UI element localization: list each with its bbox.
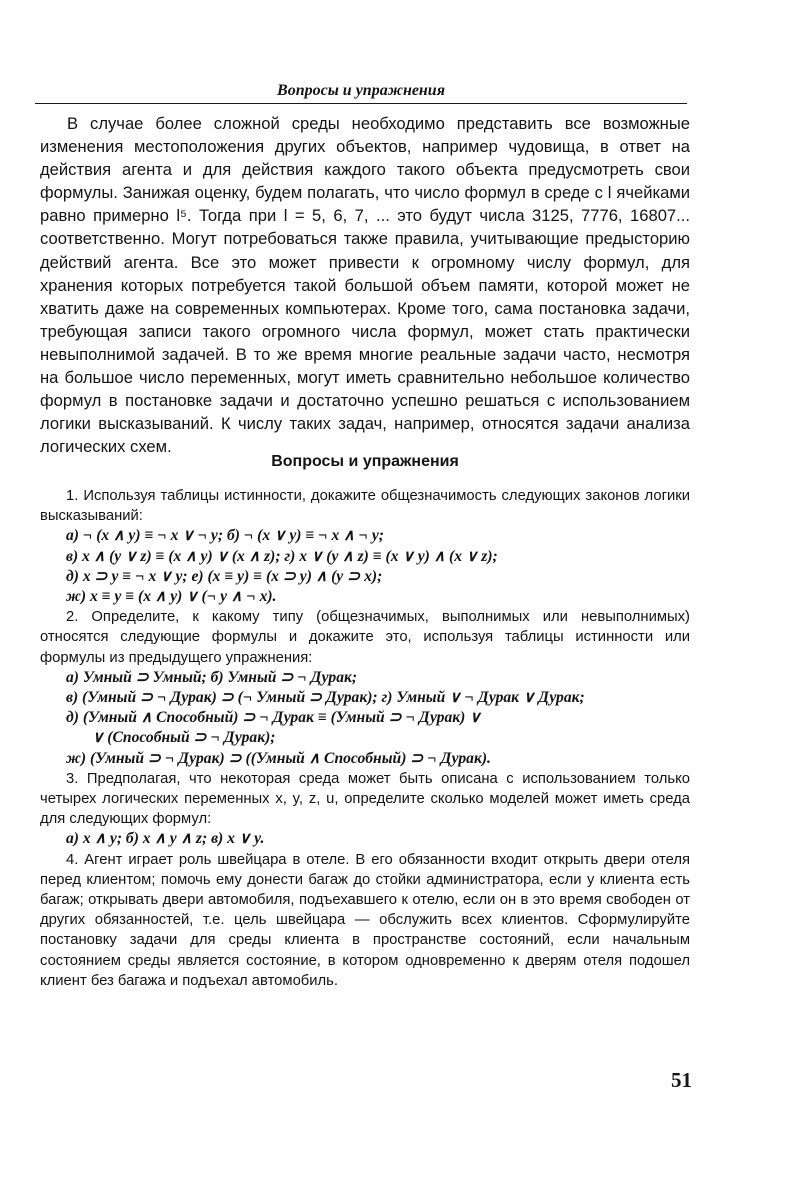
exercise-list bbox=[40, 486, 690, 991]
section-title: Вопросы и упражнения bbox=[271, 453, 459, 470]
exercise-1-formula-b: в) x ∧ (y ∨ z) ≡ (x ∧ y) ∨ (x ∧ z); г) x ∨ (y ∧ z) ≡ (x ∨ y) ∧ (x ∨ z); bbox=[66, 547, 498, 565]
exercise-2-formula-c: д) (Умный ∧ Способный) ⊃ ¬ Дурак ≡ (Умный ⊃ ¬ Дурак) ∨ bbox=[66, 709, 481, 727]
exercise-2-formula-b: в) (Умный ⊃ ¬ Дурак) ⊃ (¬ Умный ⊃ Дурак); г) Умный ∨ ¬ Дурак ∨ Дурак; bbox=[66, 689, 585, 707]
body-text bbox=[40, 112, 690, 458]
running-title: Вопросы и упражнения bbox=[277, 82, 445, 99]
exercise-1-formula-c: д) x ⊃ y ≡ ¬ x ∨ y; е) (x ≡ y) ≡ (x ⊃ y) ∧ (y ⊃ x); bbox=[66, 567, 383, 585]
exercise-3-formulas: а) x ∧ y; б) x ∧ y ∧ z; в) x ∨ y. bbox=[66, 830, 265, 848]
exercise-1-formula-d: ж) x ≡ y ≡ (x ∧ y) ∨ (¬ y ∧ ¬ x). bbox=[66, 588, 277, 606]
exercise-1-formula-a: а) ¬ (x ∧ y) ≡ ¬ x ∨ ¬ y; б) ¬ (x ∨ y) ≡ ¬ x ∧ ¬ y; bbox=[66, 527, 384, 545]
body-paragraph: В случае более сложной среды необходимо представить все возможные изменения местоположения других объектов, например чудовища, в ответ на действия агента и для действия каждого такого объекта предусмотреть свои формулы. Занижая оценку, будем полагать, что число формул в среде с l ячейками равно примерно l⁵. Тогда при l = 5, 6, 7, ... это будут числа 3125, 7776, 16807... соответственно. Могут потребоваться также правила, учитывающие предысторию действий агента. Все это может привести к огромному числу формул, для хранения которых потребуется такой большой объем памяти, которой может не хватить даже на современных компьютерах. Кроме того, сама постановка задачи, требующая записи такого огромного числа формул, может стать практически невыполнимой задачей. В то же время многие реальные задачи часто, несмотря на большое число переменных, могут иметь сравнительно небольшое количество формул в постановке задачи и достаточно успешно решаться с использованием логики высказываний. К числу таких задач, например, относятся задачи анализа логических схем. bbox=[40, 114, 690, 457]
exercise-2-formula-c-cont: ∨ (Способный ⊃ ¬ Дурак); bbox=[92, 729, 276, 747]
page-number: 51 bbox=[671, 1068, 692, 1092]
exercise-3: 3. Предполагая, что некоторая среда может быть описана с использованием только четырех логических переменных x, y, z, u, определите сколько моделей может иметь среда для следующих формул: bbox=[40, 770, 690, 828]
exercise-2-formula-d: ж) (Умный ⊃ ¬ Дурак) ⊃ ((Умный ∧ Способный) ⊃ ¬ Дурак). bbox=[66, 749, 491, 767]
exercise-4: 4. Агент играет роль швейцара в отеле. В его обязанности входит открыть двери отеля перед клиентом; помочь ему донести багаж до стойки администратора, если у клиента есть багаж; открывать двери автомобиля, подъехавшего к отелю, если он в это время свободен от других обязанностей, т.е. цель швейцара — обслужить всех клиентов. Сформулируйте постановку задачи для среды клиента в пространстве состояний, если начальным состоянием среды является состояние, в котором одновременно к дверям отеля подошел клиент без багажа и подъехал автомобиль. bbox=[40, 851, 690, 989]
exercise-1: 1. Используя таблицы истинности, докажите общезначимость следующих законов логики высказываний: bbox=[40, 488, 690, 525]
exercise-2: 2. Определите, к какому типу (общезначимых, выполнимых или невыполнимых) относятся следующие формулы и докажите это, используя таблицы истинности или формулы из предыдущего упражнения: bbox=[40, 609, 690, 666]
exercise-2-formula-a: а) Умный ⊃ Умный; б) Умный ⊃ ¬ Дурак; bbox=[66, 668, 358, 686]
header-rule bbox=[35, 103, 687, 104]
